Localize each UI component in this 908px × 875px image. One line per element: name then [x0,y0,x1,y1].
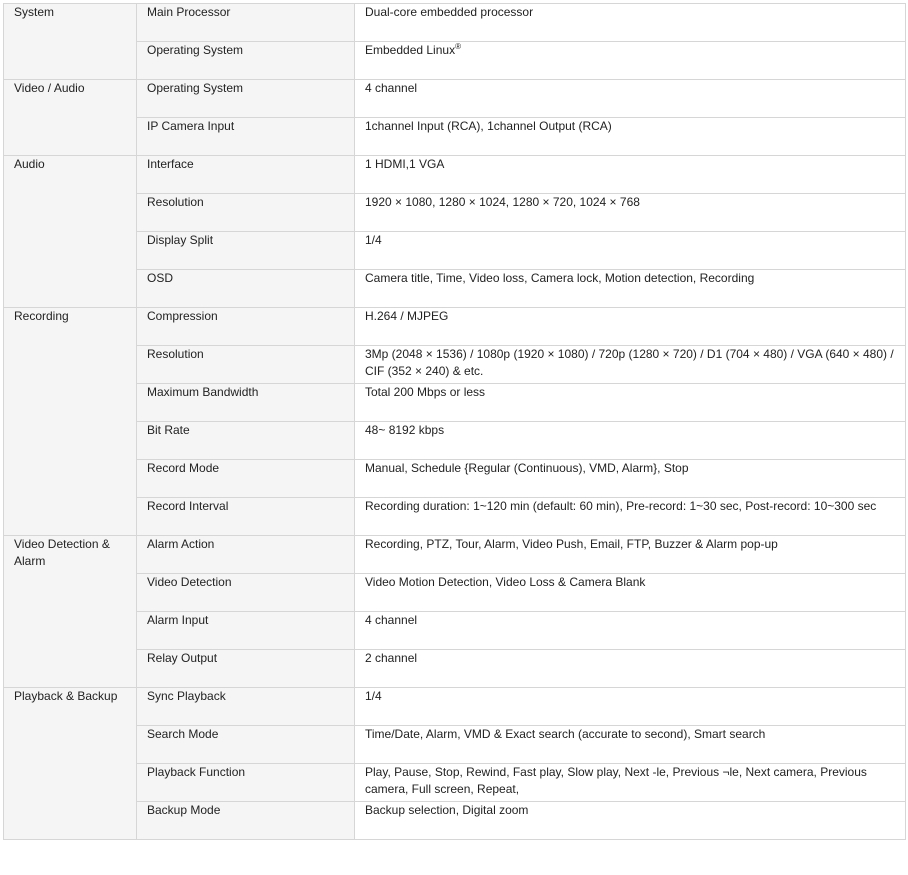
spec-value [355,802,906,840]
spec-key: Backup Mode [137,802,355,840]
spec-value-text: Video Motion Detection, Video Loss & Camera Blank [365,575,646,589]
spec-value [355,726,906,764]
spec-value [355,308,906,346]
spec-key: Display Split [137,232,355,270]
spec-key: Operating System [137,42,355,80]
table-row [4,308,906,346]
table-row [4,726,906,764]
spec-key: Search Mode [137,726,355,764]
section-category: Video Detection & Alarm [4,536,137,688]
section-category: System [4,4,137,80]
table-row [4,42,906,80]
table-row [4,194,906,232]
table-row [4,764,906,802]
table-row [4,346,906,384]
spec-value [355,536,906,574]
spec-value [355,688,906,726]
section-category: Audio [4,156,137,308]
spec-value [355,80,906,118]
table-row [4,650,906,688]
spec-value [355,42,906,80]
spec-value-text: 1channel Input (RCA), 1channel Output (RCA) [365,119,612,133]
table-row [4,612,906,650]
spec-key: Resolution [137,194,355,232]
spec-value [355,232,906,270]
spec-key: Sync Playback [137,688,355,726]
spec-value [355,346,906,384]
spec-value-text: 1/4 [365,689,382,703]
table-row [4,498,906,536]
spec-value-text: 48~ 8192 kbps [365,423,445,437]
spec-value-text: 1 HDMI,1 VGA [365,157,445,171]
table-row [4,422,906,460]
spec-value [355,422,906,460]
spec-value-text: Total 200 Mbps or less [365,385,486,399]
spec-key: Interface [137,156,355,194]
spec-value [355,194,906,232]
table-row [4,384,906,422]
table-row [4,536,906,574]
spec-key: Bit Rate [137,422,355,460]
spec-key: Alarm Input [137,612,355,650]
spec-value-text: Recording, PTZ, Tour, Alarm, Video Push, Email, FTP, Buzzer & Alarm pop-up [365,537,778,551]
spec-key: Compression [137,308,355,346]
spec-value [355,156,906,194]
spec-value [355,764,906,802]
spec-key: Resolution [137,346,355,384]
spec-value-text: Embedded Linux [365,43,456,57]
table-row [4,232,906,270]
spec-value-text: H.264 / MJPEG [365,309,449,323]
spec-key: Relay Output [137,650,355,688]
table-row [4,270,906,308]
spec-value [355,460,906,498]
spec-value [355,498,906,536]
table-row [4,802,906,840]
spec-value-text: 2 channel [365,651,418,665]
spec-value-text: Play, Pause, Stop, Rewind, Fast play, Slow play, Next -le, Previous ¬le, Next camera, Previous camera, Full screen, Repeat, [365,765,867,796]
spec-value [355,270,906,308]
registered-mark: ® [455,42,461,51]
section-category: Recording [4,308,137,536]
spec-value [355,612,906,650]
spec-value-text: Recording duration: 1~120 min (default: 60 min), Pre-record: 1~30 sec, Post-record: 10~300 sec [365,499,877,513]
spec-value [355,118,906,156]
spec-value-text: Camera title, Time, Video loss, Camera lock, Motion detection, Recording [365,271,755,285]
spec-value [355,4,906,42]
spec-value-text: 4 channel [365,81,418,95]
spec-value-text: Backup selection, Digital zoom [365,803,529,817]
spec-key: Alarm Action [137,536,355,574]
spec-key: Main Processor [137,4,355,42]
spec-key: Record Mode [137,460,355,498]
spec-table [3,3,906,840]
spec-value-text: 1/4 [365,233,382,247]
spec-key: Video Detection [137,574,355,612]
section-category: Playback & Backup [4,688,137,840]
table-row [4,80,906,118]
spec-key: OSD [137,270,355,308]
spec-value [355,574,906,612]
table-row [4,118,906,156]
spec-value-text: Dual-core embedded processor [365,5,534,19]
spec-value [355,650,906,688]
table-row [4,460,906,498]
spec-key: IP Camera Input [137,118,355,156]
spec-key: Playback Function [137,764,355,802]
spec-value [355,384,906,422]
spec-value-text: 1920 × 1080, 1280 × 1024, 1280 × 720, 1024 × 768 [365,195,640,209]
table-row [4,688,906,726]
spec-key: Maximum Bandwidth [137,384,355,422]
spec-value-text: Time/Date, Alarm, VMD & Exact search (accurate to second), Smart search [365,727,766,741]
section-category: Video / Audio [4,80,137,156]
spec-value-text: 4 channel [365,613,418,627]
table-row [4,156,906,194]
table-row [4,574,906,612]
table-row [4,4,906,42]
spec-key: Operating System [137,80,355,118]
spec-value-text: Manual, Schedule {Regular (Continuous), VMD, Alarm}, Stop [365,461,689,475]
spec-key: Record Interval [137,498,355,536]
spec-table-body [4,4,906,840]
spec-value-text: 3Mp (2048 × 1536) / 1080p (1920 × 1080) / 720p (1280 × 720) / D1 (704 × 480) / VGA (640 × 480) / CIF (352 × 240) & etc. [365,347,894,378]
